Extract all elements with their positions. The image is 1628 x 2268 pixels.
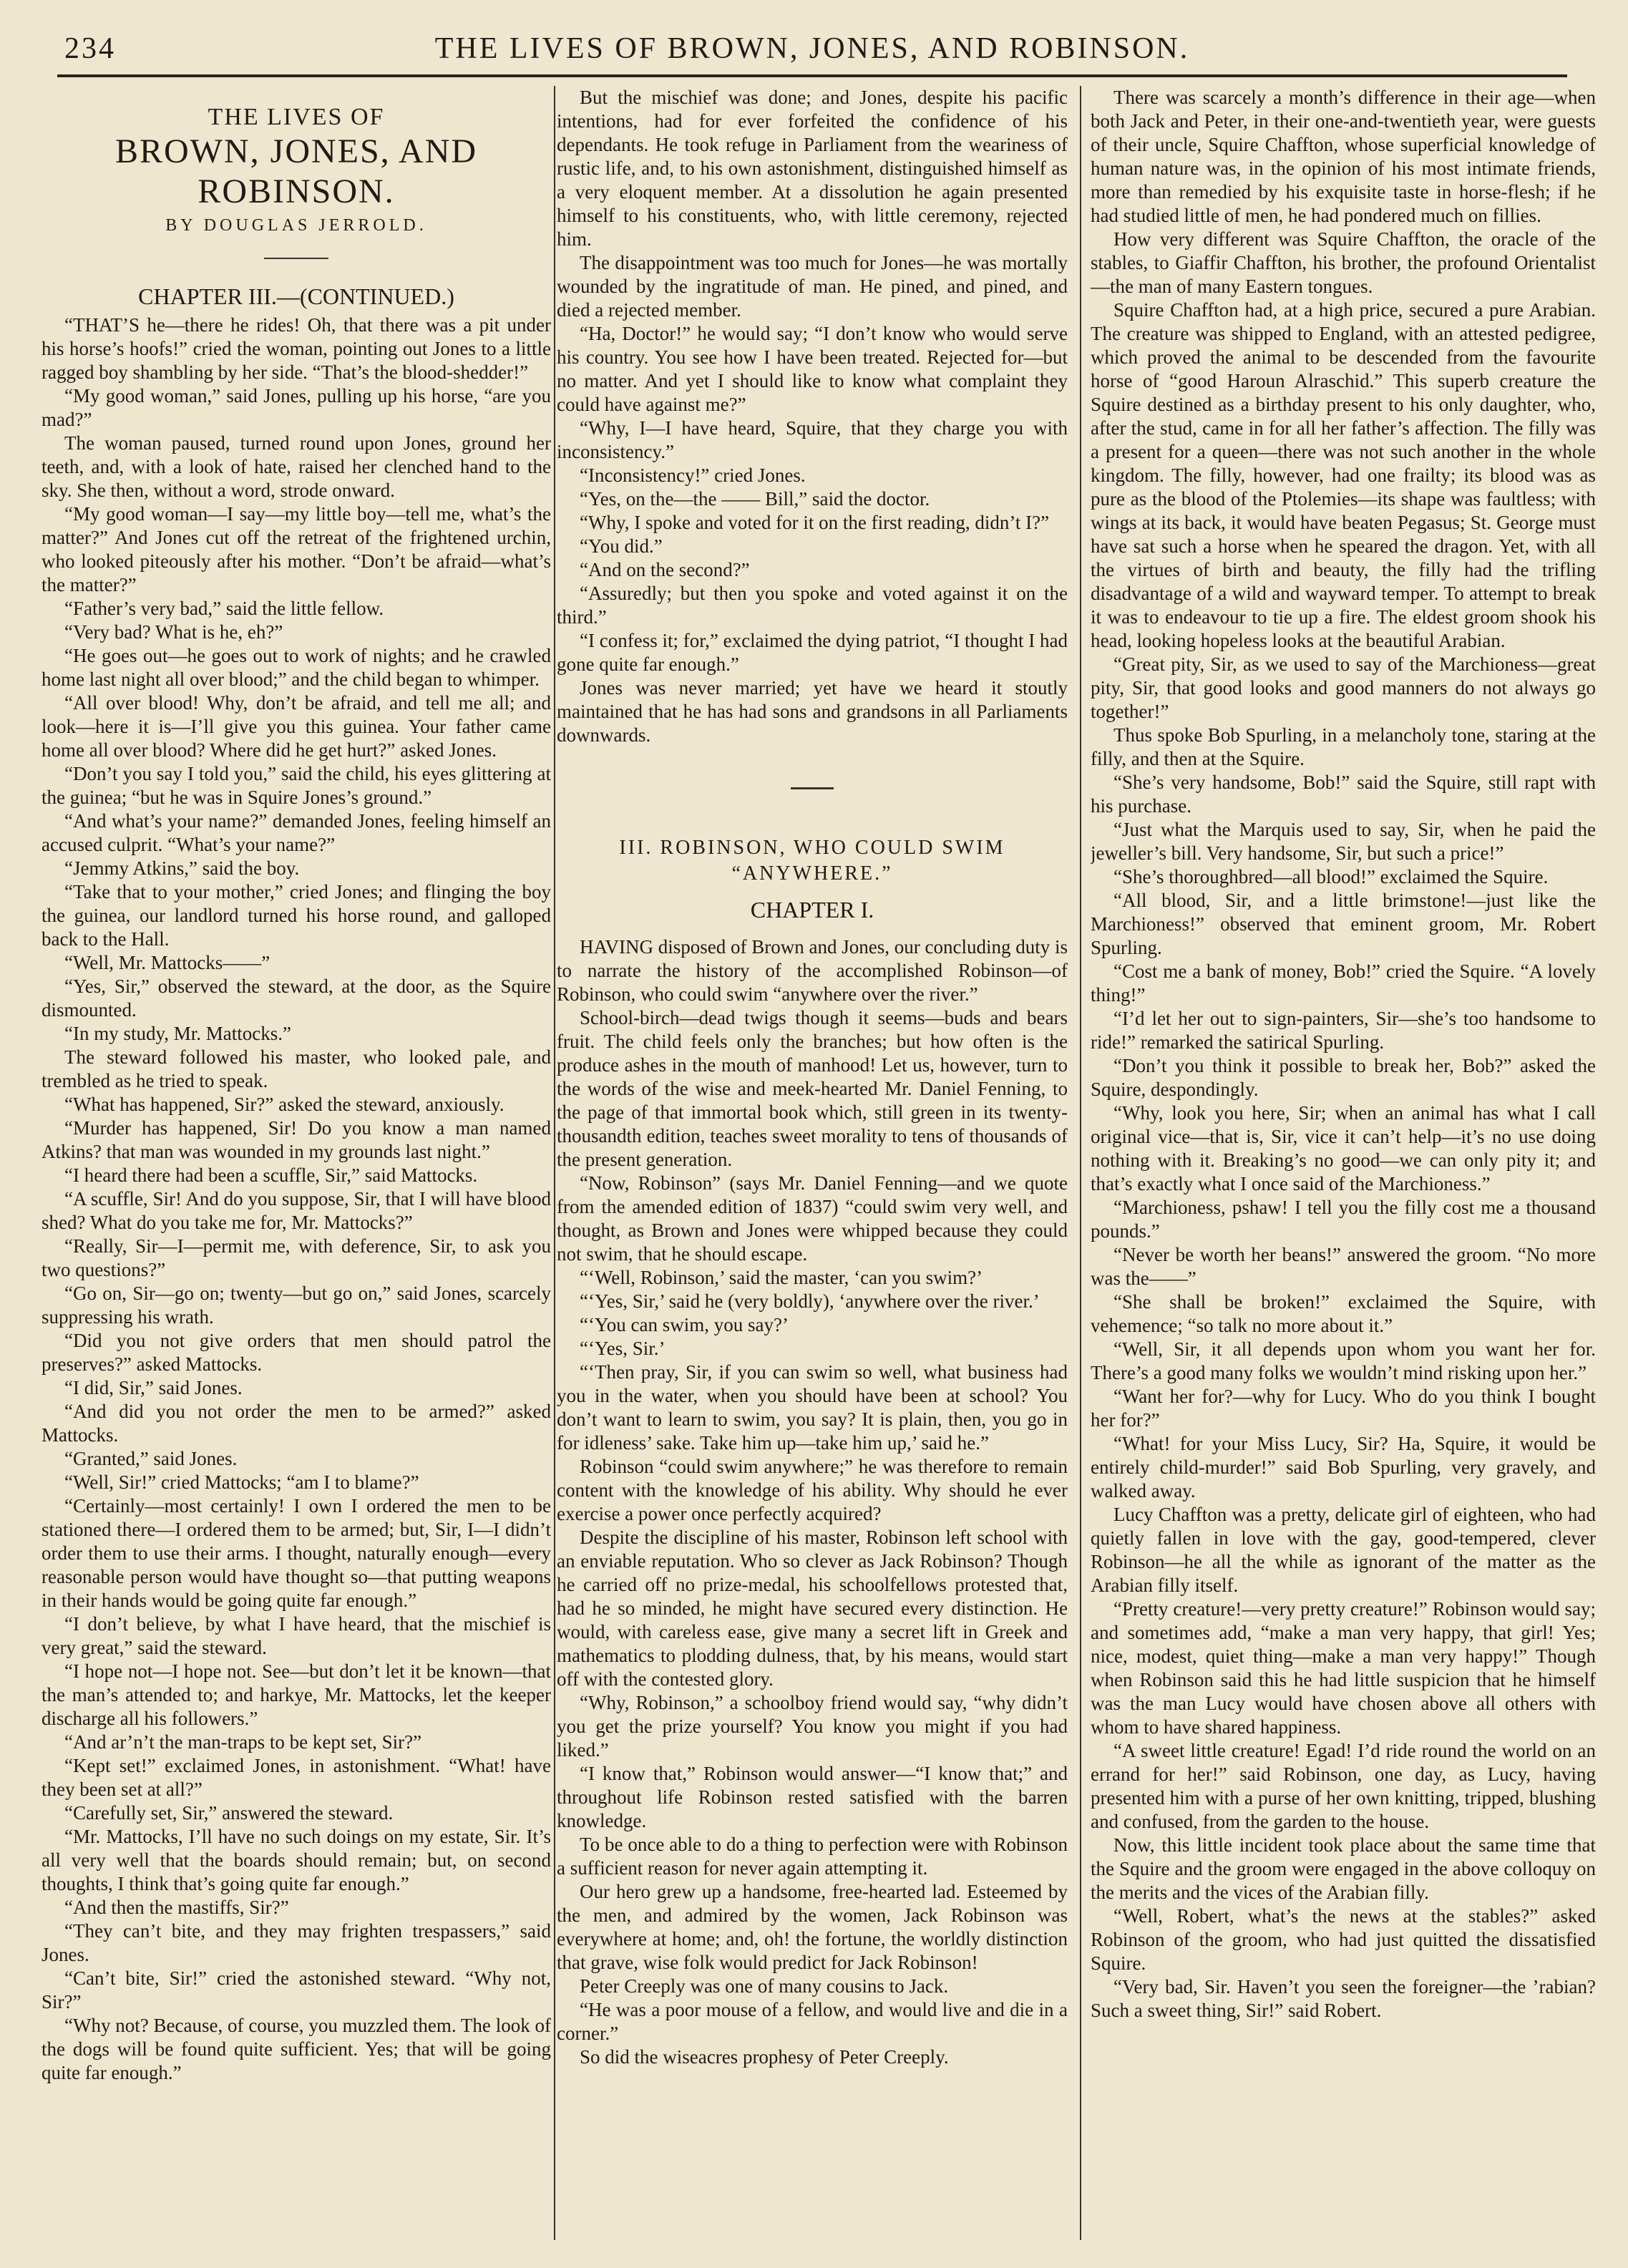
column-2-body-bottom [557, 935, 1068, 2069]
paragraph: “Well, Sir, it all depends upon whom you want her for. There’s a good many folks we wouldn’t mind risking upon her.” [1091, 1338, 1596, 1383]
paragraph: “Jemmy Atkins,” said the boy. [64, 857, 300, 879]
paragraph: “‘Well, Robinson,’ said the master, ‘can you swim?’ [580, 1267, 983, 1288]
paragraph: “Father’s very bad,” said the little fellow. [64, 598, 384, 619]
paragraph: “Don’t you think it possible to break her, Bob?” asked the Squire, despondingly. [1091, 1055, 1596, 1100]
paragraph: “And what’s your name?” demanded Jones, feeling himself an accused culprit. “What’s your name?” [42, 810, 551, 855]
paragraph: Our hero grew up a handsome, free-hearted lad. Esteemed by the men, and admired by the women, Jack Robinson was everywhere at home; and, oh! the fortune, the worldly distinction that grave, wise folk would predict for Jack Robinson! [557, 1881, 1068, 1973]
paragraph: “I heard there had been a scuffle, Sir,” said Mattocks. [64, 1164, 478, 1186]
column-3 [1091, 86, 1596, 2240]
paragraph: “All over blood! Why, don’t be afraid, and tell me all; and look—here it is—I’ll give you this guinea. Your father came home all over blood? Where did he get hurt?” asked Jones. [42, 692, 551, 761]
paragraph: “‘You can swim, you say?’ [580, 1314, 789, 1335]
paragraph: “I don’t believe, by what I have heard, that the mischief is very great,” said the steward. [42, 1613, 551, 1658]
paragraph: “And did you not order the men to be armed?” asked Mattocks. [42, 1401, 551, 1446]
paragraph: “‘Yes, Sir,’ said he (very boldly), ‘anywhere over the river.’ [580, 1290, 1040, 1312]
paragraph: Thus spoke Bob Spurling, in a melancholy tone, staring at the filly, and then at the Squire. [1091, 724, 1596, 769]
paragraph: “Pretty creature!—very pretty creature!” Robinson would say; and sometimes add, “make a man very happy, that girl! Yes; nice, modest, quiet thing—make a man very happy!” Though when Robinson said this he had little suspicion that he himself was the man Lucy would have chosen above all others with whom to have shared happiness. [1091, 1598, 1596, 1738]
paragraph: “I confess it; for,” exclaimed the dying patriot, “I thought I had gone quite far enough.” [557, 630, 1068, 675]
paragraph: “Why, Robinson,” a schoolboy friend would say, “why didn’t you get the prize yourself? You know you might if you had liked.” [557, 1692, 1068, 1761]
paragraph: “I did, Sir,” said Jones. [64, 1377, 243, 1398]
header-rule [57, 74, 1567, 77]
paragraph: “‘Yes, Sir.’ [580, 1338, 666, 1359]
paragraph: “Yes, Sir,” observed the steward, at the door, as the Squire dismounted. [42, 975, 551, 1021]
paragraph: The steward followed his master, who looked pale, and trembled as he tried to speak. [42, 1046, 551, 1091]
story-title: BROWN, JONES, AND ROBINSON. [114, 132, 478, 210]
paragraph: “Did you not give orders that men should patrol the preserves?” asked Mattocks. [42, 1330, 551, 1375]
paragraph: “What! for your Miss Lucy, Sir? Ha, Squire, it would be entirely child-murder!” said Bob Spurling, very gravely, and walked away. [1091, 1433, 1596, 1502]
paragraph: HAVING disposed of Brown and Jones, our concluding duty is to narrate the history of the accomplished Robinson—of Robinson, who could swim “anywhere over the river.” [557, 936, 1068, 1005]
paragraph: “Really, Sir—I—permit me, with deference, Sir, to ask you two questions?” [42, 1235, 551, 1280]
paragraph: “Granted,” said Jones. [64, 1448, 238, 1469]
paragraph: So did the wiseacres prophesy of Peter Creeply. [580, 2046, 949, 2068]
paragraph: “Ha, Doctor!” he would say; “I don’t know who would serve his country. You see how I have been treated. Rejected for—but no matter. And yet I should like to know what complaint they could have against me?” [557, 323, 1068, 415]
paragraph: “My good woman—I say—my little boy—tell me, what’s the matter?” And Jones cut off the retreat of the frightened urchin, who looked piteously after his mother. “Don’t be afraid—what’s the matter?” [42, 503, 551, 595]
paragraph: “Why, I—I have heard, Squire, that they charge you with inconsistency.” [557, 417, 1068, 462]
paragraph: Jones was never married; yet have we heard it stoutly maintained that he has had sons and grandsons in all Parliaments downwards. [557, 677, 1068, 746]
paragraph: “Certainly—most certainly! I own I ordered the men to be stationed there—I ordered them to be armed; but, Sir, I—I didn’t order them to use their arms. I thought, naturally enough—every reasonable person would have thought so—that putting weapons in their hands would be going quite far enough.” [42, 1495, 551, 1611]
paragraph: “In my study, Mr. Mattocks.” [64, 1023, 291, 1044]
paragraph: The woman paused, turned round upon Jones, ground her teeth, and, with a look of hate, raised her clenched hand to the sky. She then, without a word, strode onward. [42, 432, 551, 501]
paragraph: The disappointment was too much for Jones—he was mortally wounded by the ingratitude of man. He pined, and pined, and died a rejected member. [557, 252, 1068, 321]
paragraph: “I hope not—I hope not. See—but don’t let it be known—that the man’s attended to; and harkye, Mr. Mattocks, let the keeper discharge all his followers.” [42, 1660, 551, 1729]
paragraph: “What has happened, Sir?” asked the steward, anxiously. [64, 1094, 505, 1115]
paragraph: “A sweet little creature! Egad! I’d ride round the world on an errand for her!” said Robinson, one day, as Lucy, having presented him with a purse of her own knitting, tripped, blushing and confused, from the garden to the house. [1091, 1740, 1596, 1832]
paragraph: “Cost me a bank of money, Bob!” cried the Squire. “A lovely thing!” [1091, 960, 1596, 1006]
running-head [57, 29, 1567, 72]
paragraph: “I’d let her out to sign-painters, Sir—she’s too handsome to ride!” remarked the satirical Spurling. [1091, 1008, 1596, 1053]
paragraph: “Inconsistency!” cried Jones. [580, 464, 806, 486]
paragraph: “Just what the Marquis used to say, Sir, when he paid the jeweller’s bill. Very handsome, Sir, but such a price!” [1091, 819, 1596, 864]
chapter-heading-2: CHAPTER I. [750, 897, 874, 923]
paragraph: “‘Then pray, Sir, if you can swim so well, what business had you in the water, when you should have been at school? You don’t want to learn to swim, you say? It is plain, then, you go in for idleness’ sake. Take him up—take him up,’ said he.” [557, 1361, 1068, 1454]
paragraph: “Mr. Mattocks, I’ll have no such doings on my estate, Sir. It’s all very well that the boards should remain; but, on second thoughts, I think that’s going quite far enough.” [42, 1826, 551, 1894]
paragraph: “Carefully set, Sir,” answered the steward. [64, 1802, 394, 1824]
paragraph: Despite the discipline of his master, Robinson left school with an enviable reputation. Who so clever as Jack Robinson? Though he carried off no prize-medal, his schoolfellows protested that, had he so minded, he might have secured every distinction. He would, with careless ease, give many a secret lift in Greek and mathematics to plodding dulness, that, by his means, would start off with the contested glory. [557, 1527, 1068, 1690]
paragraph: “Well, Mr. Mattocks——” [64, 952, 270, 973]
paragraph: “Don’t you say I told you,” said the child, his eyes glittering at the guinea; “but he was in Squire Jones’s ground.” [42, 763, 551, 808]
paragraph: “Why, look you here, Sir; when an animal has what I call original vice—that is, Sir, vice it can’t help—it’s no use doing nothing with it. Breaking’s no good—we can only pity it; and that’s exactly what I once said of the Marchioness.” [1091, 1102, 1596, 1194]
paragraph: School-birch—dead twigs though it seems—buds and bears fruit. The child feels only the branches; but how often is the produce ashes in the mouth of manhood! Let us, however, turn to the words of the wise and meek-hearted Mr. Daniel Fenning, to the page of that immortal book which, still green in its twenty-thousandth edition, teaches sweet morality to tens of thousands of the present generation. [557, 1007, 1068, 1170]
paragraph: “Kept set!” exclaimed Jones, in astonishment. “What! have they been set at all?” [42, 1755, 551, 1800]
column-rule [554, 86, 555, 2240]
paragraph: Squire Chaffton had, at a high price, secured a pure Arabian. The creature was shipped to England, with an attested pedigree, which proved the animal to be descended from the favourite horse of “good Haroun Alraschid.” This superb creature the Squire destined as a birthday present to his only daughter, who, after the stud, came in for all her father’s affection. The filly was a present for a queen—there was not such another in the whole kingdom. The filly, however, had one frailty; its blood was as pure as the blood of the Ptolemies—its shape was faultless; with wings at its back, it would have beaten Pegasus; St. George must have sat such a horse when he speared the dragon. Yet, with all the virtues of birth and beauty, the filly had the trifling disadvantage of a wild and wayward temper. To attempt to break it was to endeavour to tie up a fire. The eldest groom shook his head, looking hopeless looks at the beautiful Arabian. [1091, 299, 1596, 651]
paragraph: How very different was Squire Chaffton, the oracle of the stables, to Giaffir Chaffton, his brother, the profound Orientalist—the man of many Eastern tongues. [1091, 228, 1596, 297]
paragraph: There was scarcely a month’s difference in their age—when both Jack and Peter, in their one-and-twentieth year, were guests of their uncle, Squire Chaffton, whose superficial knowledge of human nature was, in the opinion of his most intimate friends, more than remedied by his exquisite taste in horse-flesh; if he had studied little of men, he had pondered much on fillies. [1091, 87, 1596, 226]
paragraph: “Yes, on the—the —— Bill,” said the doctor. [580, 488, 930, 510]
paragraph: “Well, Sir!” cried Mattocks; “am I to blame?” [64, 1471, 419, 1493]
paragraph: “Want her for?—why for Lucy. Who do you think I bought her for?” [1091, 1386, 1596, 1431]
paragraph: “Very bad, Sir. Haven’t you seen the foreigner—the ’rabian? Such a sweet thing, Sir!” said Robert. [1091, 1976, 1596, 2021]
paragraph: “You did.” [580, 535, 663, 557]
paragraph: Lucy Chaffton was a pretty, delicate girl of eighteen, who had quietly fallen in love with the gay, good-tempered, clever Robinson—he all the while as ignorant of the matter as the Arabian filly itself. [1091, 1504, 1596, 1596]
paragraph: “All blood, Sir, and a little brimstone!—just like the Marchioness!” observed that eminent groom, Mr. Robert Spurling. [1091, 890, 1596, 958]
paragraph: Peter Creeply was one of many cousins to Jack. [580, 1975, 949, 1997]
paragraph: “Now, Robinson” (says Mr. Daniel Fenning—and we quote from the amended edition of 1837) “could swim very well, and thought, as Brown and Jones were whipped because they could not swim, that he should escape. [557, 1172, 1068, 1265]
column-1-body [42, 313, 551, 2085]
page-number: 234 [64, 32, 116, 65]
paragraph: “Great pity, Sir, as we used to say of the Marchioness—great pity, Sir, that good looks and good manners do not always go together!” [1091, 653, 1596, 722]
paragraph: “They can’t bite, and they may frighten trespassers,” said Jones. [42, 1920, 551, 1965]
paragraph: “Well, Robert, what’s the news at the stables?” asked Robinson of the groom, who had just quitted the dissatisfied Squire. [1091, 1905, 1596, 1974]
paragraph: “THAT’S he—there he rides! Oh, that there was a pit under his horse’s hoofs!” cried the woman, pointing out Jones to a little ragged boy shambling by her side. “That’s the blood-shedder!” [42, 314, 551, 383]
paragraph: “Marchioness, pshaw! I tell you the filly cost me a thousand pounds.” [1091, 1197, 1596, 1242]
paragraph: “Very bad? What is he, eh?” [64, 621, 283, 643]
paragraph: “Why, I spoke and voted for it on the first reading, didn’t I?” [580, 512, 1050, 533]
paragraph: But the mischief was done; and Jones, despite his pacific intentions, had for ever forfeited the confidence of his dependants. He took refuge in Parliament from the weariness of rustic life, and, to his own astonishment, distinguished himself as a very eloquent member. At a dissolution he again presented himself to his constituents, who, with little ceremony, rejected him. [557, 87, 1068, 250]
column-2-body-top [557, 86, 1068, 747]
paragraph: “Never be worth her beans!” answered the groom. “No more was the——” [1091, 1244, 1596, 1289]
paragraph: “Murder has happened, Sir! Do you know a man named Atkins? that man was wounded in my grounds last night.” [42, 1117, 551, 1162]
paragraph: “Can’t bite, Sir!” cried the astonished steward. “Why not, Sir?” [42, 1967, 551, 2013]
paragraph: “Take that to your mother,” cried Jones; and flinging the boy the guinea, our landlord turned his horse round, and galloped back to the Hall. [42, 881, 551, 950]
byline: BY DOUGLAS JERROLD. [165, 216, 427, 235]
paragraph: “And ar’n’t the man-traps to be kept set, Sir?” [64, 1731, 422, 1753]
section-heading: III. ROBINSON, WHO COULD SWIM “ANYWHERE.” [619, 837, 1005, 885]
paragraph: Now, this little incident took place about the same time that the Squire and the groom were engaged in the above colloquy on the merits and the vices of the Arabian filly. [1091, 1834, 1596, 1903]
paragraph: “He was a poor mouse of a fellow, and would live and die in a corner.” [557, 1999, 1068, 2044]
paragraph: “Assuredly; but then you spoke and voted against it on the third.” [557, 583, 1068, 628]
paragraph: “And then the mastiffs, Sir?” [64, 1897, 289, 1918]
paragraph: “She’s thoroughbred—all blood!” exclaimed the Squire. [1113, 866, 1549, 887]
paragraph: To be once able to do a thing to perfection were with Robinson a sufficient reason for never again attempting it. [557, 1834, 1068, 1879]
title-rule [264, 258, 328, 259]
paragraph: Robinson “could swim anywhere;” he was therefore to remain content with the knowledge of his ability. Why should he ever exercise a power once perfectly acquired? [557, 1456, 1068, 1524]
paragraph: “He goes out—he goes out to work of nights; and he crawled home last night all over blood;” and the child began to whimper. [42, 645, 551, 690]
column-1 [42, 86, 551, 2240]
section-separator [791, 787, 834, 789]
paragraph: “She’s very handsome, Bob!” said the Squire, still rapt with his purchase. [1091, 772, 1596, 817]
paragraph: “Why not? Because, of course, you muzzled them. The look of the dogs will be found quite sufficient. Yes; that will be going quite far enough.” [42, 2015, 551, 2083]
column-3-body [1091, 86, 1596, 2023]
column-2 [557, 86, 1068, 2240]
paragraph: “Go on, Sir—go on; twenty—but go on,” said Jones, scarcely suppressing his wrath. [42, 1283, 551, 1328]
chapter-heading: CHAPTER III.—(CONTINUED.) [138, 283, 454, 309]
story-title-line1: THE LIVES OF [208, 104, 385, 130]
paragraph: “My good woman,” said Jones, pulling up his horse, “are you mad?” [42, 385, 551, 430]
paragraph: “And on the second?” [580, 559, 750, 580]
column-rule [1080, 86, 1081, 2240]
paragraph: “I know that,” Robinson would answer—“I know that;” and throughout life Robinson rested satisfied with the barren knowledge. [557, 1763, 1068, 1831]
paragraph: “She shall be broken!” exclaimed the Squire, with vehemence; “so talk no more about it.” [1091, 1291, 1596, 1336]
running-title: THE LIVES OF BROWN, JONES, AND ROBINSON. [434, 32, 1190, 65]
paragraph: “A scuffle, Sir! And do you suppose, Sir, that I will have blood shed? What do you take me for, Mr. Mattocks?” [42, 1188, 551, 1233]
